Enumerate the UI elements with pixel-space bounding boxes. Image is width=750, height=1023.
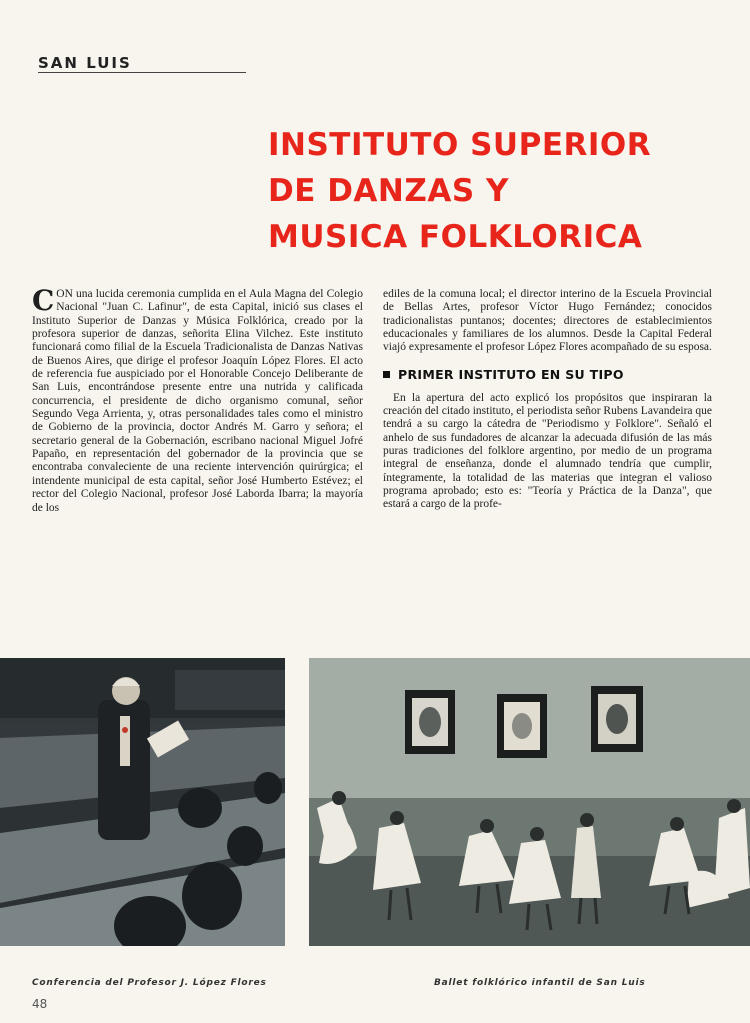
- section-rule: [38, 72, 246, 73]
- article-title: [268, 122, 738, 260]
- photo-lecture: [0, 658, 285, 946]
- column-left-text: ON una lucida ceremonia cumplida en el Aula Magna del Colegio Nacional "Juan C. Lafinur", de esta Capital, inició sus clases el Instituto Superior de Danzas y Música Folklórica, creado por la profesora superior de danzas, señorita Elina Vilchez. Este instituto funcionará como filial de la Escuela Tradicionalista de Danzas Nativas de Buenos Aires, que dirige el profesor Joaquín López Flores. El acto de referencia fue auspiciado por el Honorable Concejo Deliberante de San Luis, encontrándose presente entre una nutrida y calificada concurrencia, el presidente de dicho organismo comunal, señor Segundo Vega Arrienta, y, otras personalidades tales como el ministro de Gobierno de la provincia, doctor Andrés M. Garro y señora; el secretario general de la Gobernación, escribano nacional Miguel Jofré Papaño, en representación del gobernador de la provincia que se encontraba convaleciente de una reciente intervención quirúrgica; el intendente municipal de esta capital, señor José Humberto Estévez; el rector del Colegio Nacional, profesor José Laborda Ibarra; la mayoría de los: [32, 288, 363, 514]
- article-column-right: [383, 288, 712, 534]
- column-right-paragraph-1: ediles de la comuna local; el director interino de la Escuela Provincial de Bellas Artes, profesor Víctor Hugo Fernández; conocidos tradicionalistas puntanos; docentes; directores de establecimientos educacionales y familiares de los alumnos. Desde la Capital Federal viajó expresamente el profesor López Flores acompañado de su esposa.: [383, 288, 712, 354]
- portrait-frames: [405, 686, 643, 758]
- subhead-text: PRIMER INSTITUTO EN SU TIPO: [398, 366, 624, 382]
- lecture-scene: [0, 658, 285, 946]
- title-line-2: DE DANZAS Y: [268, 173, 509, 209]
- bullet-square-icon: [383, 371, 390, 378]
- subhead: [383, 367, 712, 383]
- dropcap: C: [32, 288, 55, 317]
- article-column-left: [32, 288, 363, 534]
- section-label: SAN LUIS: [38, 54, 132, 72]
- ballet-scene: [309, 658, 750, 946]
- caption-left: Conferencia del Profesor J. López Flores: [32, 978, 267, 988]
- title-line-3: MUSICA FOLKLORICA: [268, 219, 643, 255]
- caption-right: Ballet folklórico infantil de San Luis: [434, 978, 646, 988]
- column-right-paragraph-2: En la apertura del acto explicó los propósitos que inspiraran la creación del citado instituto, el periodista señor Rubens Lavandeira que tendrá a su cargo la cátedra de "Periodismo y Folklore". Señaló el anhelo de sus fundadores de alcanzar la adecuada difusión de las más puras tradiciones del folklore argentino, por medio de un programa integral de enseñanza, donde el alumnado tendría que cumplir, íntegramente, la totalidad de las materias que integran el valioso programa aprobado; esto es: "Teoría y Práctica de la Danza", que estará a cargo de la profe-: [383, 391, 712, 511]
- title-line-1: INSTITUTO SUPERIOR: [268, 127, 652, 163]
- photo-ballet: [309, 658, 750, 946]
- page-number: 48: [32, 997, 48, 1011]
